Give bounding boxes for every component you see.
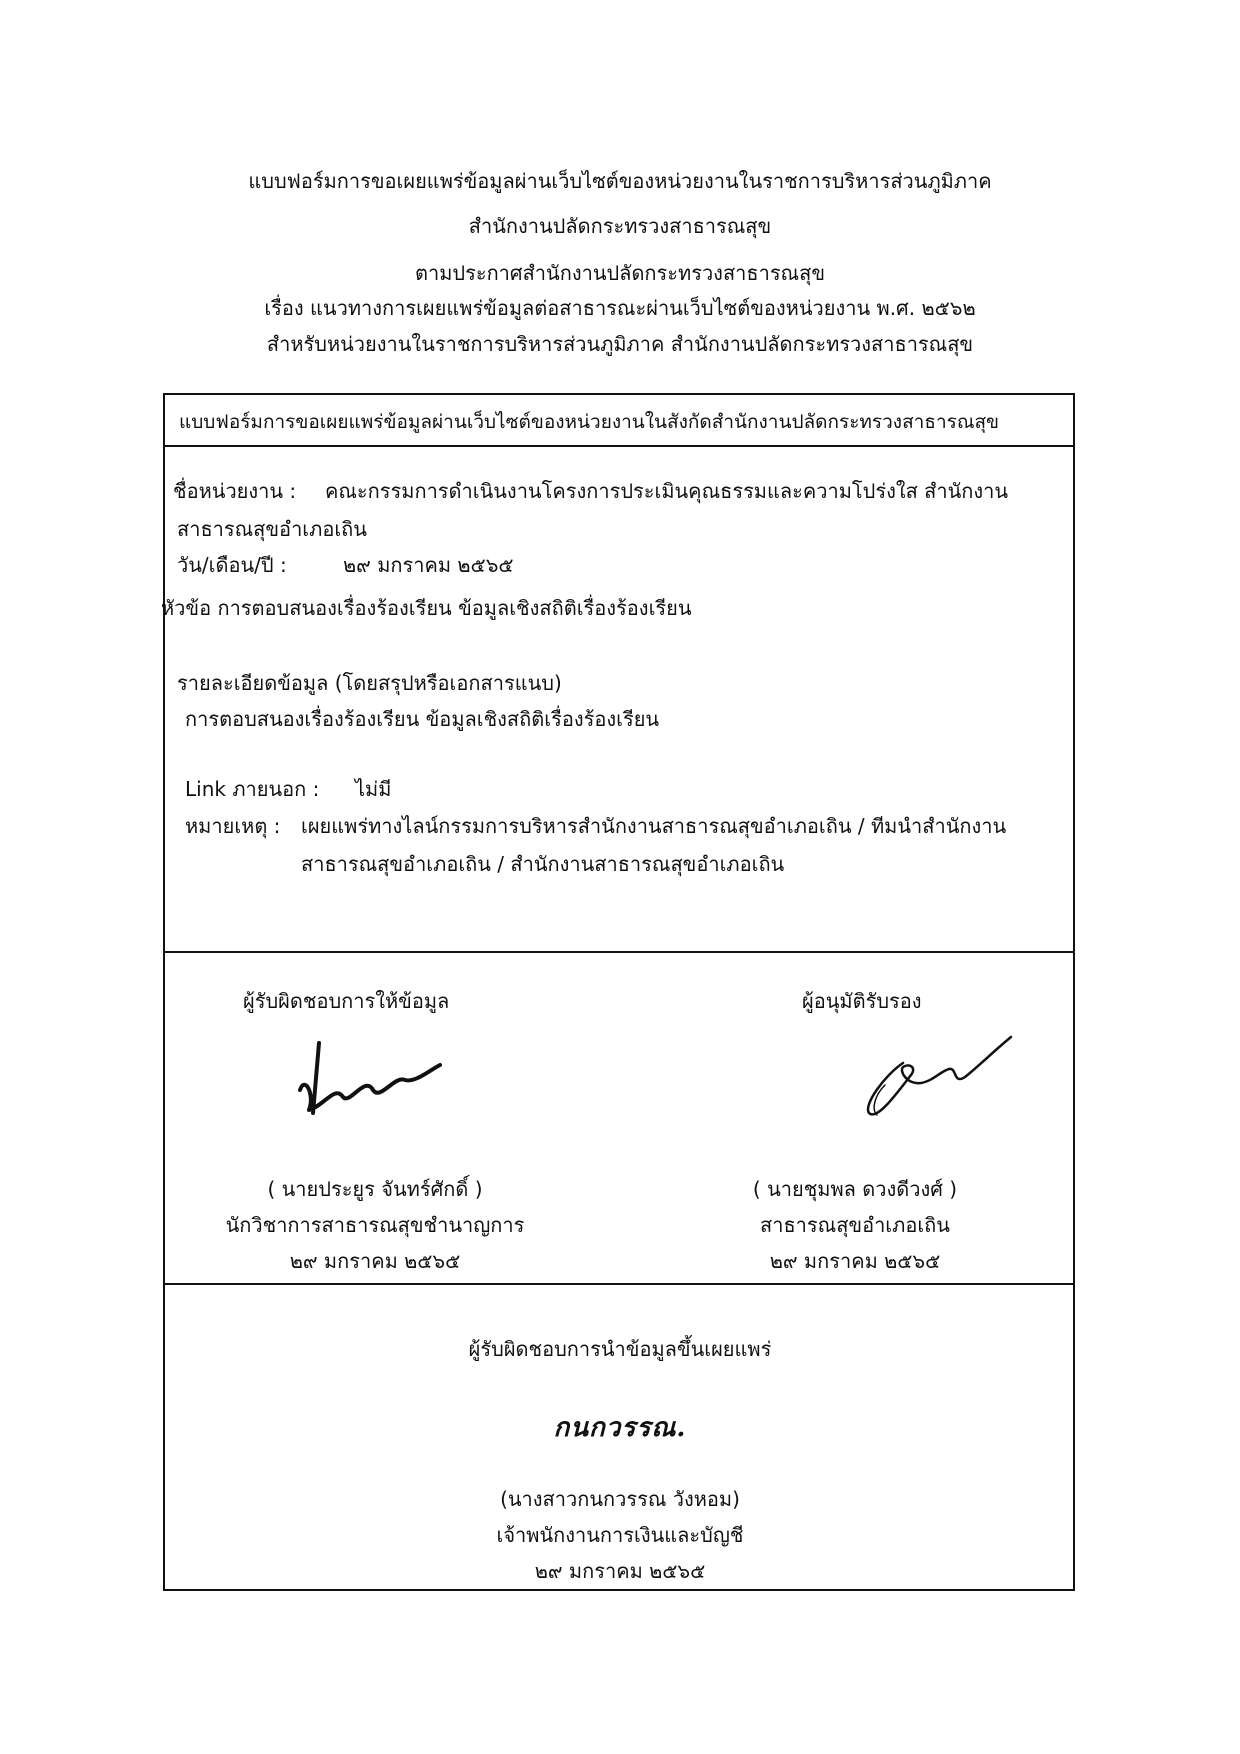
bottom-signature: กนกวรรณ. xyxy=(553,1413,687,1443)
bottom-signer-position: เจ้าพนักงานการเงินและบัญชี xyxy=(496,1523,744,1547)
date-value: ๒๙ มกราคม ๒๕๖๕ xyxy=(343,553,514,577)
bottom-signer-role: ผู้รับผิดชอบการนำข้อมูลขึ้นเผยแพร่ xyxy=(468,1337,772,1361)
topic: หัวข้อ การตอบสนองเรื่องร้องเรียน ข้อมูลเชิงสถิติเรื่องร้องเรียน xyxy=(161,596,692,620)
form-box xyxy=(163,393,1075,1591)
agency-label: ชื่อหน่วยงาน : xyxy=(173,479,297,503)
link-value: ไม่มี xyxy=(355,777,392,801)
left-signer-name: ( นายประยูร จันทร์ศักดิ์ ) xyxy=(267,1177,483,1201)
bottom-signer-name: (นางสาวกนกวรรณ วังหอม) xyxy=(500,1487,740,1511)
agency-value-cont: สาธารณสุขอำเภอเถิน xyxy=(177,517,367,541)
remark-value-cont: สาธารณสุขอำเภอเถิน / สำนักงานสาธารณสุขอำเภอเถิน xyxy=(301,852,785,876)
divider-publisher xyxy=(165,1283,1073,1285)
left-signer-position: นักวิชาการสาธารณสุขชำนาญการ xyxy=(225,1213,525,1237)
form-title: แบบฟอร์มการขอเผยแพร่ข้อมูลผ่านเว็บไซต์ของหน่วยงานในสังกัดสำนักงานปลัดกระทรวงสาธารณสุข xyxy=(179,411,1000,433)
link-label: Link ภายนอก : xyxy=(185,777,320,801)
divider-title xyxy=(165,445,1073,447)
detail-value: การตอบสนองเรื่องร้องเรียน ข้อมูลเชิงสถิติเรื่องร้องเรียน xyxy=(185,707,660,731)
divider-signatures xyxy=(165,951,1073,953)
remark-value: เผยแพร่ทางไลน์กรรมการบริหารสำนักงานสาธารณสุขอำเภอเถิน / ทีมนำสำนักงาน xyxy=(301,814,1007,838)
header-line-3: ตามประกาศสำนักงานปลัดกระทรวงสาธารณสุข xyxy=(414,261,825,285)
right-signer-date: ๒๙ มกราคม ๒๕๖๕ xyxy=(769,1249,941,1273)
right-signer-name: ( นายชุมพล ดวงดีวงศ์ ) xyxy=(752,1177,958,1201)
header-line-2: สำนักงานปลัดกระทรวงสาธารณสุข xyxy=(468,214,772,238)
right-signer-position: สาธารณสุขอำเภอเถิน xyxy=(760,1213,950,1237)
right-signer-role: ผู้อนุมัติรับรอง xyxy=(802,989,922,1013)
bottom-signer-date: ๒๙ มกราคม ๒๕๖๕ xyxy=(534,1559,706,1583)
detail-label: รายละเอียดข้อมูล (โดยสรุปหรือเอกสารแนบ) xyxy=(177,671,562,695)
header-line-4: เรื่อง แนวทางการเผยแพร่ข้อมูลต่อสาธารณะผ่านเว็บไซต์ของหน่วยงาน พ.ศ. ๒๕๖๒ xyxy=(264,296,976,320)
header-line-1: แบบฟอร์มการขอเผยแพร่ข้อมูลผ่านเว็บไซต์ของหน่วยงานในราชการบริหารส่วนภูมิภาค xyxy=(248,169,992,193)
agency-value: คณะกรรมการดำเนินงานโครงการประเมินคุณธรรมและความโปร่งใส สำนักงาน xyxy=(325,479,1009,503)
header-line-5: สำหรับหน่วยงานในราชการบริหารส่วนภูมิภาค สำนักงานปลัดกระทรวงสาธารณสุข xyxy=(266,332,974,356)
remark-label: หมายเหตุ : xyxy=(185,814,281,838)
date-label: วัน/เดือน/ปี : xyxy=(177,553,287,577)
left-signer-date: ๒๙ มกราคม ๒๕๖๕ xyxy=(289,1249,461,1273)
left-signature xyxy=(295,1035,445,1125)
right-signature xyxy=(845,1015,1015,1125)
left-signer-role: ผู้รับผิดชอบการให้ข้อมูล xyxy=(243,989,450,1013)
